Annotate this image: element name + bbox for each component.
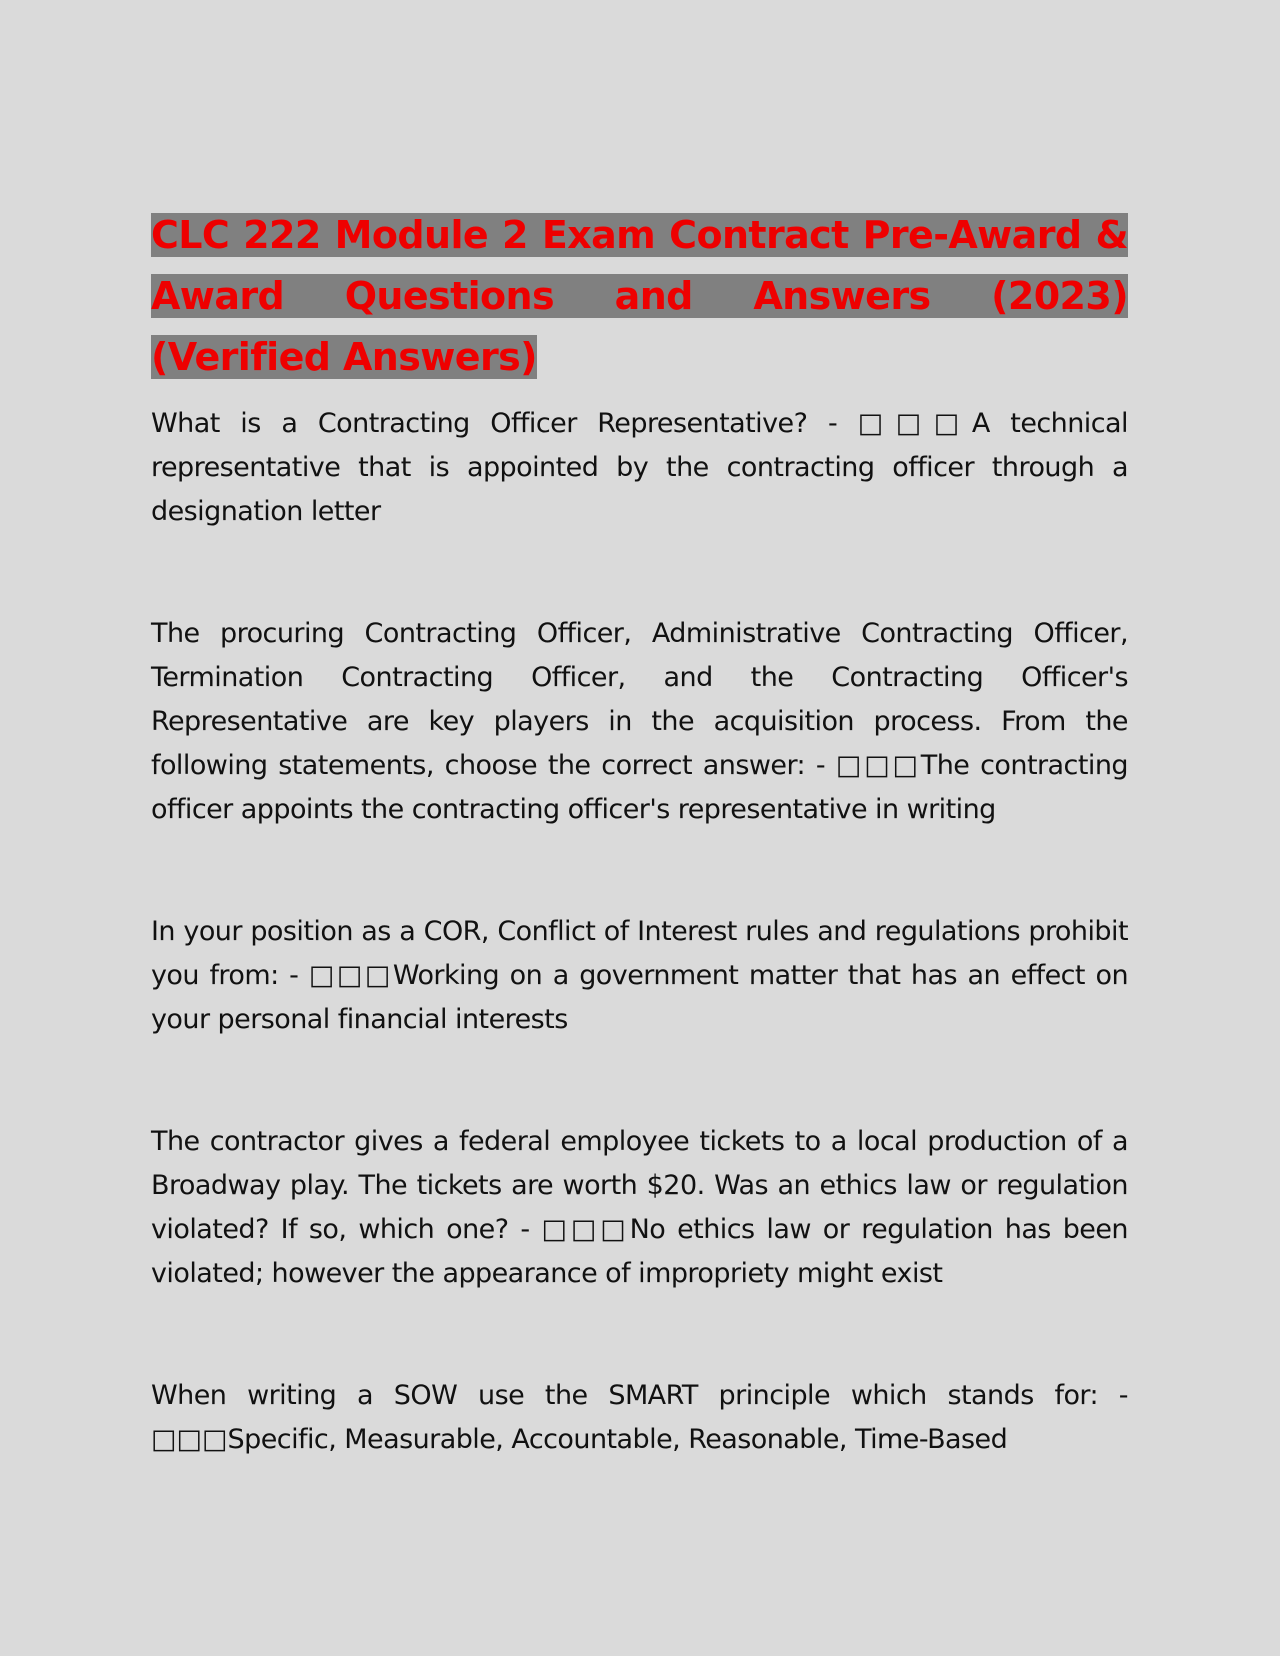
question-text: The procuring Contracting Officer, Administrative Contracting Officer, Termination Contracting Officer, and the Contracting Officer's Representative are key players in the acquisition process. From the following statements, choose the correct answer: - — [151, 618, 1128, 781]
answer-marker: □□□ — [835, 750, 921, 781]
document-page — [151, 205, 1128, 1540]
question-text: When writing a SOW use the SMART principle which stands for: - — [151, 1380, 1128, 1411]
answer-text: The contracting officer appoints the contracting officer's representative in writing — [151, 750, 1128, 825]
qa-item-1 — [151, 402, 1128, 534]
answer-text: A technical representative that is appointed by the contracting officer through a designation letter — [151, 408, 1128, 527]
answer-text: No ethics law or regulation has been violated; however the appearance of impropriety might exist — [151, 1214, 1128, 1289]
answer-marker: □□□ — [308, 960, 393, 991]
question-text: The contractor gives a federal employee tickets to a local production of a Broadway play. The tickets are worth $20. Was an ethics law or regulation violated? If so, which one? - — [151, 1126, 1128, 1245]
qa-item-4 — [151, 1120, 1128, 1296]
answer-text: Specific, Measurable, Accountable, Reasonable, Time-Based — [227, 1424, 1008, 1455]
question-text: In your position as a COR, Conflict of Interest rules and regulations prohibit you from: - — [151, 916, 1128, 991]
qa-item-2 — [151, 612, 1128, 832]
answer-marker: □□□ — [541, 1214, 630, 1245]
qa-item-5 — [151, 1374, 1128, 1462]
answer-marker: □□□ — [151, 1424, 228, 1455]
answer-marker: □□□ — [857, 408, 972, 439]
qa-item-3 — [151, 910, 1128, 1042]
document-title — [151, 205, 1128, 388]
title-highlight: CLC 222 Module 2 Exam Contract Pre-Award & Award Questions and Answers (2023) (Verified Answers) — [151, 213, 1128, 379]
answer-text: Working on a government matter that has an effect on your personal financial interests — [151, 960, 1129, 1035]
question-text: What is a Contracting Officer Representative? - — [151, 408, 858, 439]
